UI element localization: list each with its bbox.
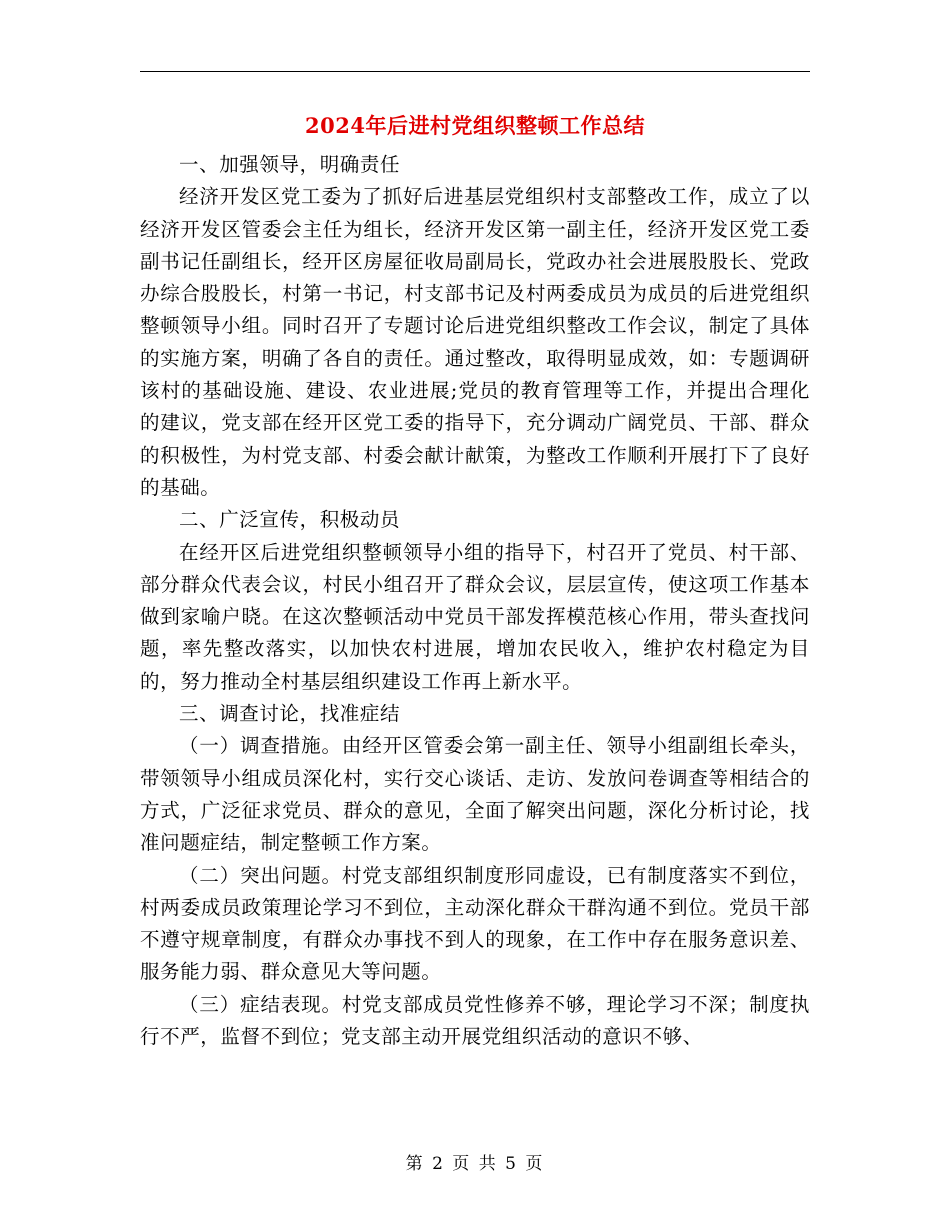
- section-heading-1: 一、加强领导，明确责任: [179, 153, 401, 176]
- paragraph-2: 在经开区后进党组织整顿领导小组的指导下，村召开了党员、村干部、部分群众代表会议，村民小组召开了群众会议，层层宣传，使这项工作基本做到家喻户晓。在这次整顿活动中党员干部发挥模范核心作用，带头查找问题，率先整改落实，以加快农村进展，增加农民收入，维护农村稳定为目的，努力推动全村基层组织建设工作再上新水平。: [140, 540, 810, 693]
- paragraph-3-2: （二）突出问题。村党支部组织制度形同虚设，已有制度落实不到位，村两委成员政策理论学习不到位，主动深化群众干群沟通不到位。党员干部不遵守规章制度，有群众办事找不到人的现象，在工作中存在服务意识差、服务能力弱、群众意见大等问题。: [140, 863, 810, 984]
- paragraph-3-3: （三）症结表现。村党支部成员党性修养不够，理论学习不深；制度执行不严，监督不到位；党支部主动开展党组织活动的意识不够、: [140, 992, 810, 1049]
- document-title: 2024年后进村党组织整顿工作总结: [305, 113, 645, 138]
- header-rule: [140, 71, 810, 72]
- document-body: [140, 149, 810, 1053]
- page-number: 第 2 页 共 5 页: [405, 1154, 545, 1174]
- section-heading-2: 二、广泛宣传，积极动员: [179, 508, 401, 532]
- paragraph-3-1: （一）调查措施。由经开区管委会第一副主任、领导小组副组长牵头，带领领导小组成员深化村，实行交心谈话、走访、发放问卷调查等相结合的方式，广泛征求党员、群众的意见，全面了解突出问题，深化分析讨论，找准问题症结，制定整顿工作方案。: [140, 734, 810, 855]
- paragraph-1: 经济开发区党工委为了抓好后进基层党组织村支部整改工作，成立了以经济开发区管委会主任为组长，经济开发区第一副主任，经济开发区党工委副书记任副组长，经开区房屋征收局副局长，党政办社会进展股股长、党政办综合股股长，村第一书记，村支部书记及村两委成员为成员的后进党组织整顿领导小组。同时召开了专题讨论后进党组织整改工作会议，制定了具体的实施方案，明确了各自的责任。通过整改，取得明显成效，如：专题调研该村的基础设施、建设、农业进展;党员的教育管理等工作，并提出合理化的建议，党支部在经开区党工委的指导下，充分调动广阔党员、干部、群众的积极性，为村党支部、村委会献计献策，为整改工作顺利开展打下了良好的基础。: [140, 185, 810, 499]
- section-heading-3: 三、调查讨论，找准症结: [179, 702, 401, 726]
